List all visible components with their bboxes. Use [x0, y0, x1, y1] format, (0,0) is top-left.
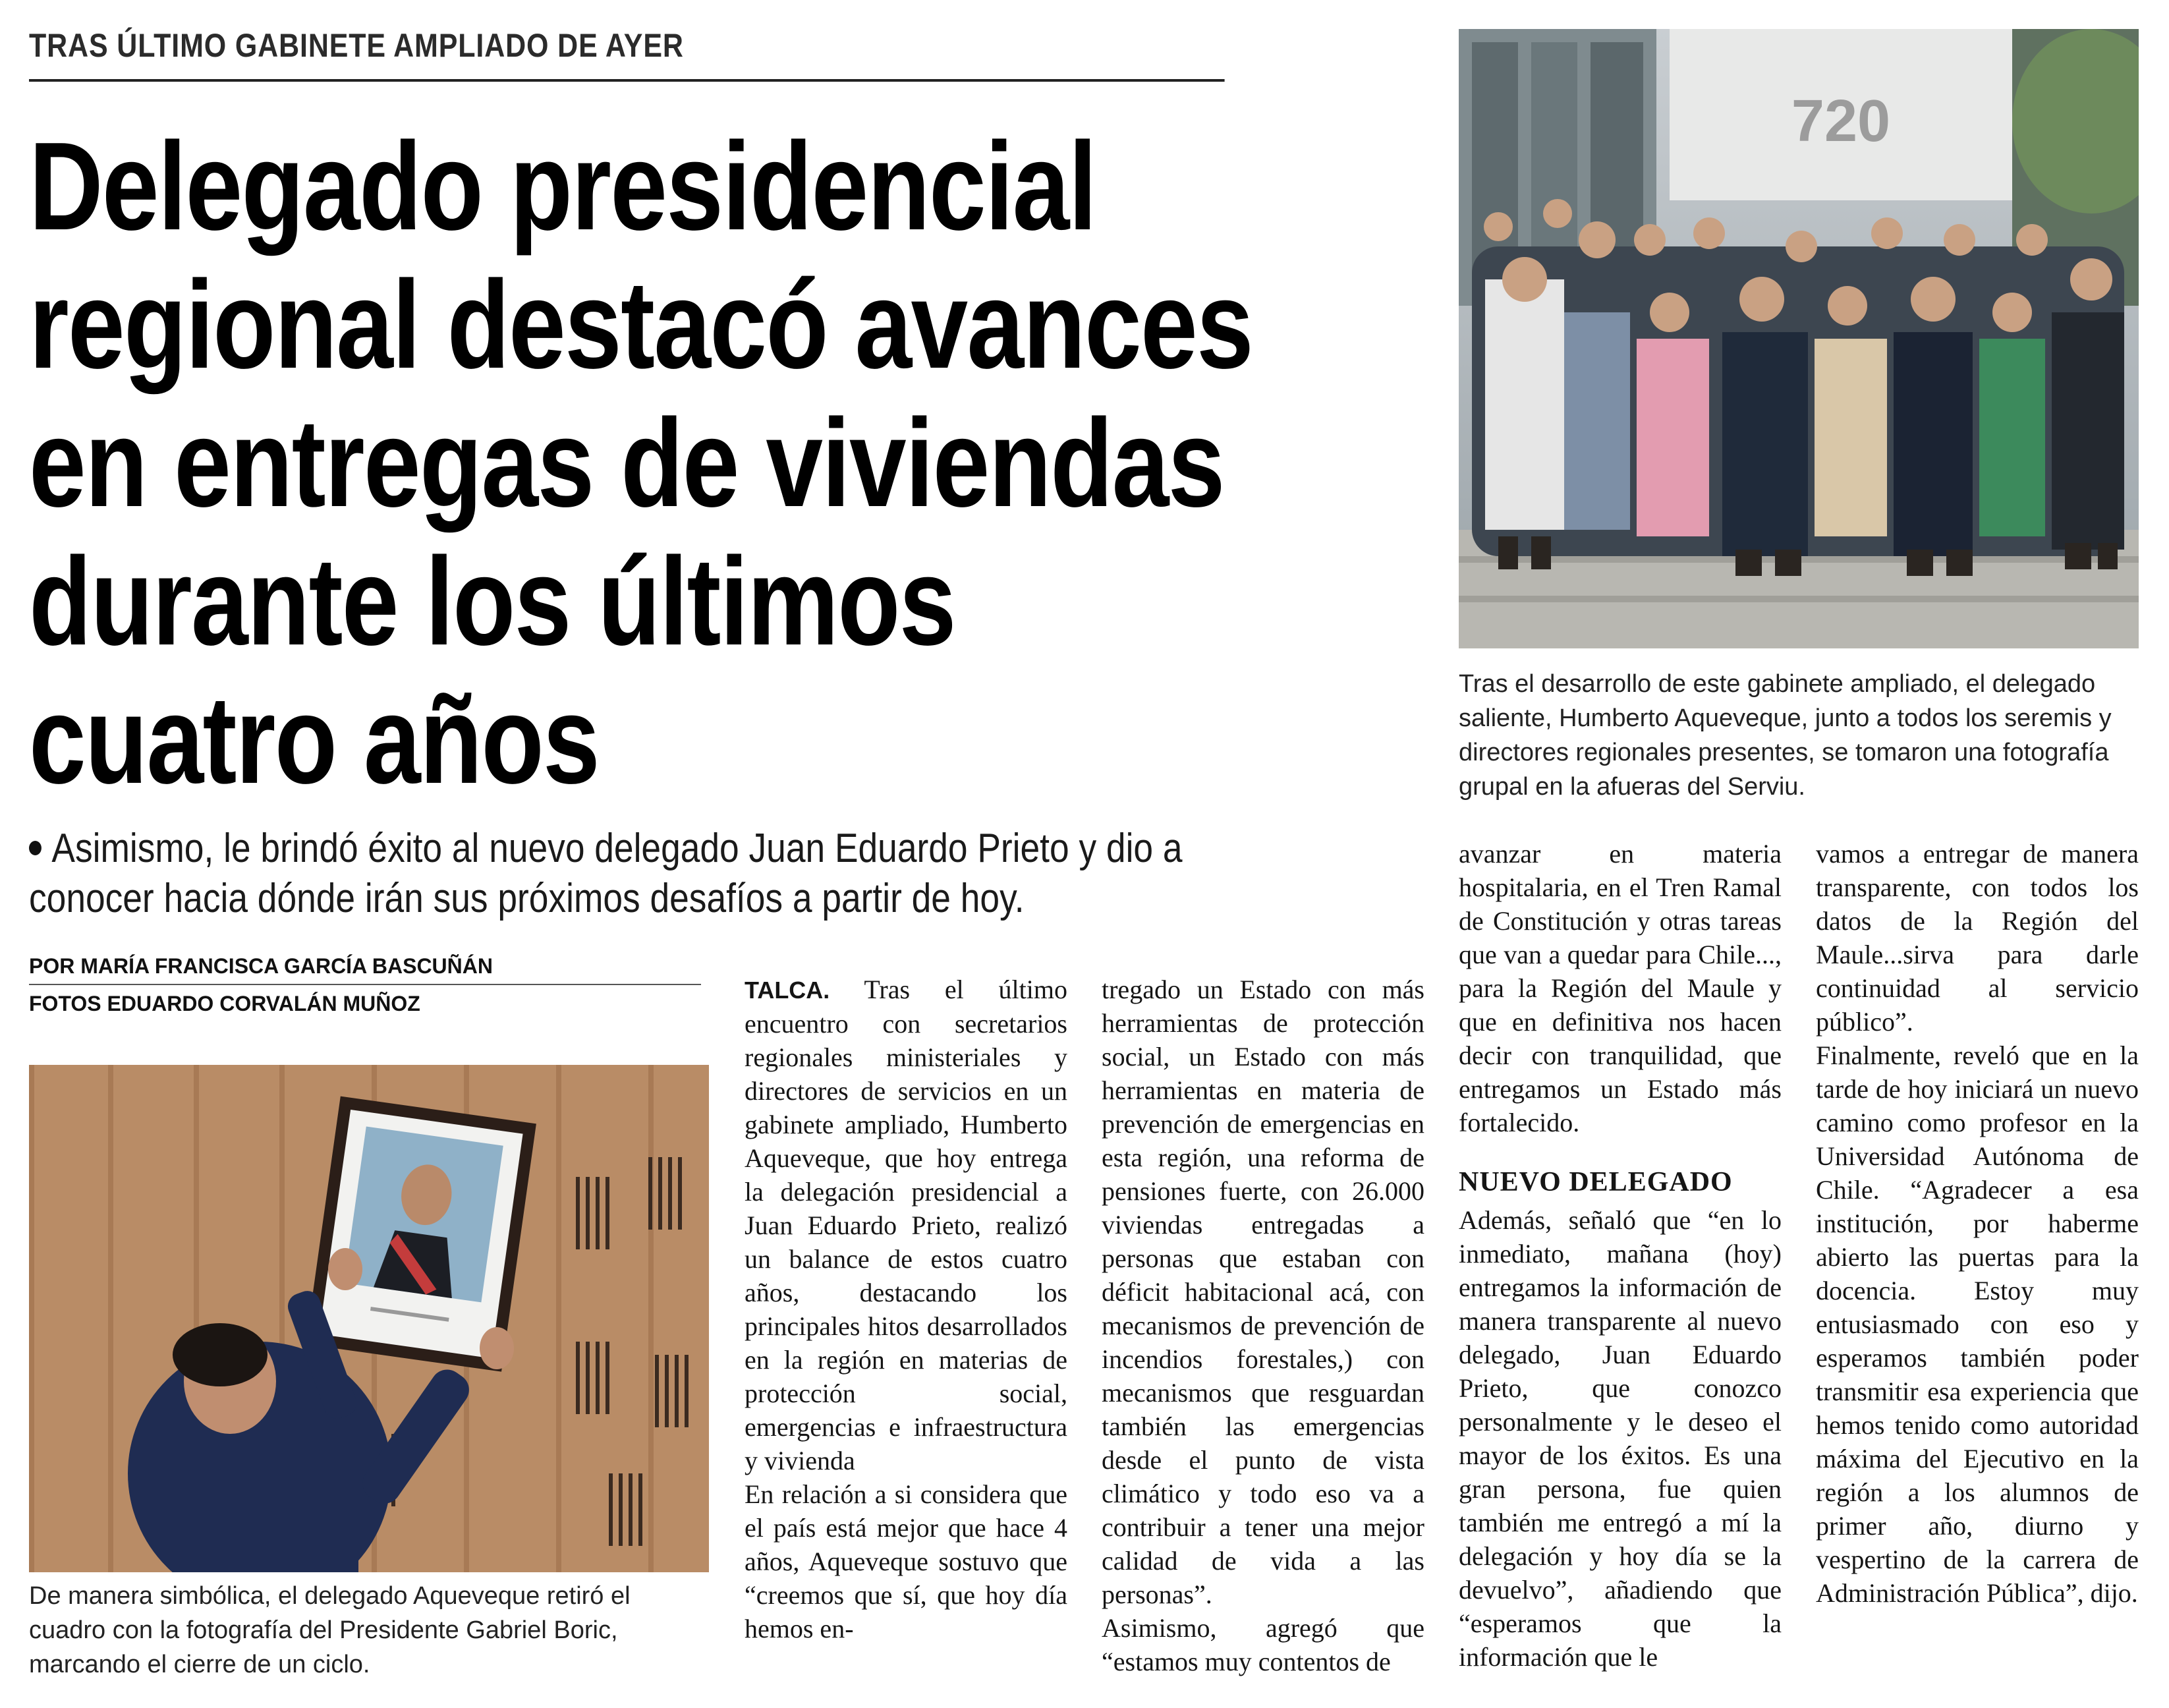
author-credit: POR MARÍA FRANCISCA GARCÍA BASCUÑÁN	[29, 954, 701, 985]
bullet-icon	[29, 841, 42, 855]
photo-credit: FOTOS EDUARDO CORVALÁN MUÑOZ	[29, 992, 420, 1015]
paragraph: Asimismo, agregó que “estamos muy contentos de	[1102, 1613, 1424, 1676]
portrait-photo	[29, 1065, 709, 1572]
byline	[29, 954, 701, 1016]
headline	[29, 117, 1326, 809]
body-column-2	[1102, 973, 1424, 1678]
portrait-photo-illustration	[29, 1065, 709, 1572]
subhead: NUEVO DELEGADO	[1459, 1167, 1733, 1197]
paragraph: Además, señaló que “en lo inmediato, mañana (hoy) entregamos la información de manera transparente al nuevo delegado, Juan Eduardo Prieto, que conozco personalmente y le deseo el mayor de los éxitos. Es una gran persona, fue quien también me entregó a mí la delegación y hoy día se la devuelvo”, añadiendo que “esperamos que la información que le	[1459, 1205, 1782, 1672]
group-photo-caption: Tras el desarrollo de este gabinete ampliado, el delegado saliente, Humberto Aqueveque, junto a todos los seremis y directores regionales presentes, se tomaron una fotografía grupal en la afueras del Serviu.	[1459, 670, 2112, 801]
group-photo	[1459, 29, 2139, 648]
paragraph: tregado un Estado con más herramientas de protección social, un Estado con más herramientas en materia de prevención de emergencias en esta región, una reforma de pensiones fuerte, con 26.000 viviendas entregadas a personas que estaban con déficit habitacional acá, con mecanismos de prevención de incendios forestales,) con mecanismos que resguardan también las emergencias desde el punto de vista climático y todo eso va a contribuir a tener una mejor calidad de vida a las personas”.	[1102, 975, 1424, 1609]
body-column-4	[1816, 837, 2139, 1610]
paragraph: vamos a entregar de manera transparente, con todos los datos de la Región del Maule...sirva para darle continuidad al servicio público”.	[1816, 839, 2139, 1037]
headline-line: durante los últimos	[29, 532, 955, 671]
kicker: TRAS ÚLTIMO GABINETE AMPLIADO DE AYER	[29, 26, 1225, 82]
building-number: 720	[1791, 88, 1891, 154]
headline-line: Delegado presidencial	[29, 117, 1096, 256]
dateline: TALCA.	[745, 977, 830, 1004]
headline-line: regional destacó avances	[29, 255, 1253, 395]
body-column-1: TALCA. Tras el último encuentro con secretarios regionales ministeriales y directores de servicios en un gabinete ampliado, Humberto Aqueveque, que hoy entrega la delegación presidencial a Juan Eduardo Prieto, realizó un balance de estos cuatro años, destacando los principales hitos desarrollados en la región en materias de protección social, emergencias e infraestructura y vivienda En relación a si considera que el país está mejor que hace 4 años, Aqueveque sostuvo que “creemos que sí, que hoy día hemos en-	[745, 973, 1067, 1645]
paragraph: Finalmente, reveló que en la tarde de hoy iniciará un nuevo camino como profesor en la Universidad Autónoma de Chile. “Agradecer a esa institución, por haberme abierto las puertas para la docencia. Estoy muy entusiasmado con eso y esperamos también poder transmitir esa experiencia que hemos tenido como autoridad máxima del Ejecutivo en la región a los alumnos de primer año, diurno y vespertino de la carrera de Administración Pública”, dijo.	[1816, 1040, 2139, 1608]
body-column-3	[1459, 837, 1782, 1674]
group-photo-illustration	[1459, 29, 2139, 648]
deck: Asimismo, le brindó éxito al nuevo delegado Juan Eduardo Prieto y dio a conocer hacia dónde irán sus próximos desafíos a partir de hoy.	[29, 826, 1183, 921]
crowd	[1472, 199, 2124, 576]
paragraph: En relación a si considera que el país está mejor que hace 4 años, Aqueveque sostuvo que “creemos que sí, que hoy día hemos en-	[745, 1479, 1067, 1643]
headline-line: cuatro años	[29, 670, 600, 810]
portrait-photo-caption: De manera simbólica, el delegado Aqueveque retiró el cuadro con la fotografía del Presidente Gabriel Boric, marcando el cierre de un ciclo.	[29, 1582, 631, 1678]
headline-line: en entregas de viviendas	[29, 393, 1224, 533]
paragraph: avanzar en materia hospitalaria, en el Tren Ramal de Constitución y otras tareas que van a quedar para Chile..., para la Región del Maule y que en definitiva nos hacen decir con tranquilidad, que entregamos un Estado más fortalecido.	[1459, 839, 1782, 1137]
